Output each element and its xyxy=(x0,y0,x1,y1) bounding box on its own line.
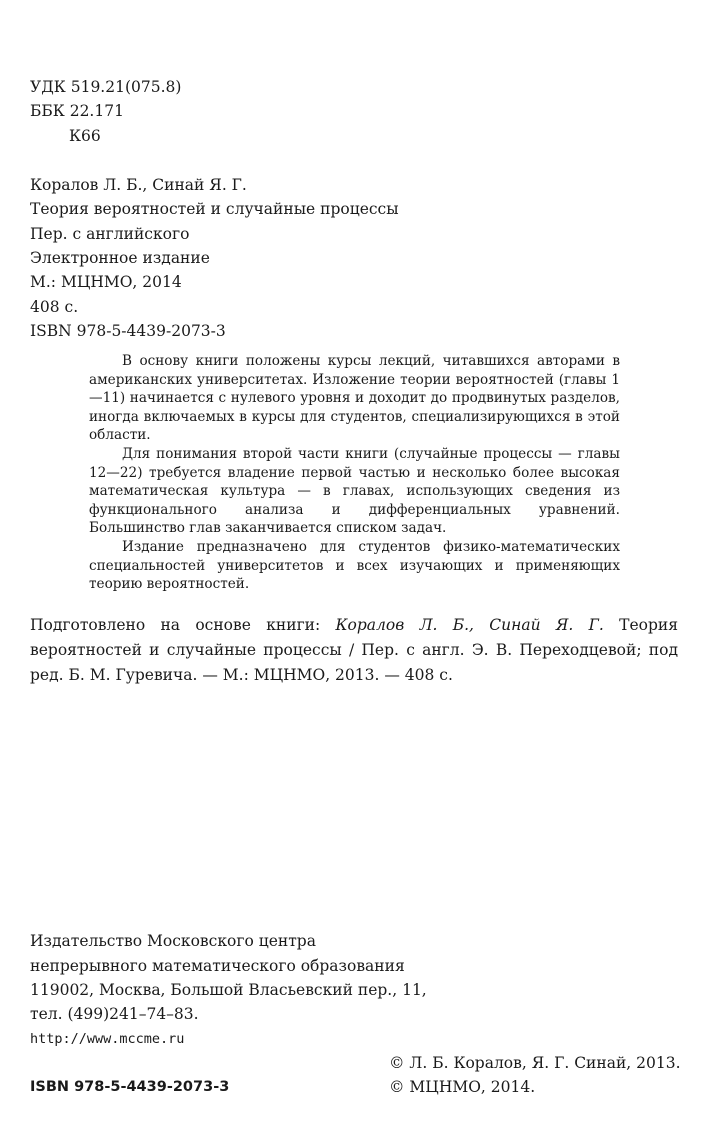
udk-code: УДК 519.21(075.8) xyxy=(30,78,182,96)
publisher-phone: тел. (499)241–74–83. xyxy=(30,1005,199,1023)
publisher-year: М.: МЦНМО, 2014 xyxy=(30,273,182,291)
prepared-from-note xyxy=(30,613,678,688)
abstract-paragraph-1: В основу книги положены курсы лекций, читавшихся авторами в американских университетах. Изложение теории вероятностей (главы 1—11) начинается с нулевого уровня и доходит до продвинутых разделов, иногда включаемых в курсы для студентов, специализирующихся в этой области. xyxy=(89,353,620,444)
copyright-publisher: © МЦНМО, 2014. xyxy=(389,1078,536,1096)
publisher-address: 119002, Москва, Большой Власьевский пер., 11, xyxy=(30,981,427,999)
publisher-name-line2: непрерывного математического образования xyxy=(30,957,405,975)
book-authors: Коралов Л. Б., Синай Я. Г. xyxy=(30,176,247,194)
page-count: 408 с. xyxy=(30,298,79,316)
copyright-authors: © Л. Б. Коралов, Я. Г. Синай, 2013. xyxy=(389,1054,681,1072)
edition-note: Электронное издание xyxy=(30,249,210,267)
prepared-prefix: Подготовлено на основе книги: xyxy=(30,616,336,634)
bbk-code: ББК 22.171 xyxy=(30,102,124,120)
translation-note: Пер. с английского xyxy=(30,225,190,243)
abstract-paragraph-3: Издание предназначено для студентов физико-математических специальностей университетов и всех изучающих и применяющих теорию вероятностей. xyxy=(89,538,620,593)
book-abstract xyxy=(89,352,620,594)
author-mark: К66 xyxy=(69,127,101,145)
publisher-name-line1: Издательство Московского центра xyxy=(30,932,316,950)
prepared-rest: Теория вероятностей и случайные процессы / Пер. с англ. Э. В. Переходцевой; под ред. Б. М. Гуревича. — М.: МЦНМО, 2013. — 408 с. xyxy=(30,616,678,684)
isbn-line: ISBN 978-5-4439-2073-3 xyxy=(30,322,226,340)
publisher-url[interactable]: http://www.mccme.ru xyxy=(30,1031,185,1047)
book-title: Теория вероятностей и случайные процессы xyxy=(30,200,399,218)
footer-isbn: ISBN 978-5-4439-2073-3 xyxy=(30,1079,230,1095)
abstract-paragraph-2: Для понимания второй части книги (случайные процессы — главы 12—22) требуется владение первой частью и несколько более высокая математическая культура — в главах, использующих сведения из функционального анализа и дифференциальных уравнений. Большинство глав заканчивается списком задач. xyxy=(89,445,620,537)
prepared-authors: Коралов Л. Б., Синай Я. Г. xyxy=(335,616,604,634)
